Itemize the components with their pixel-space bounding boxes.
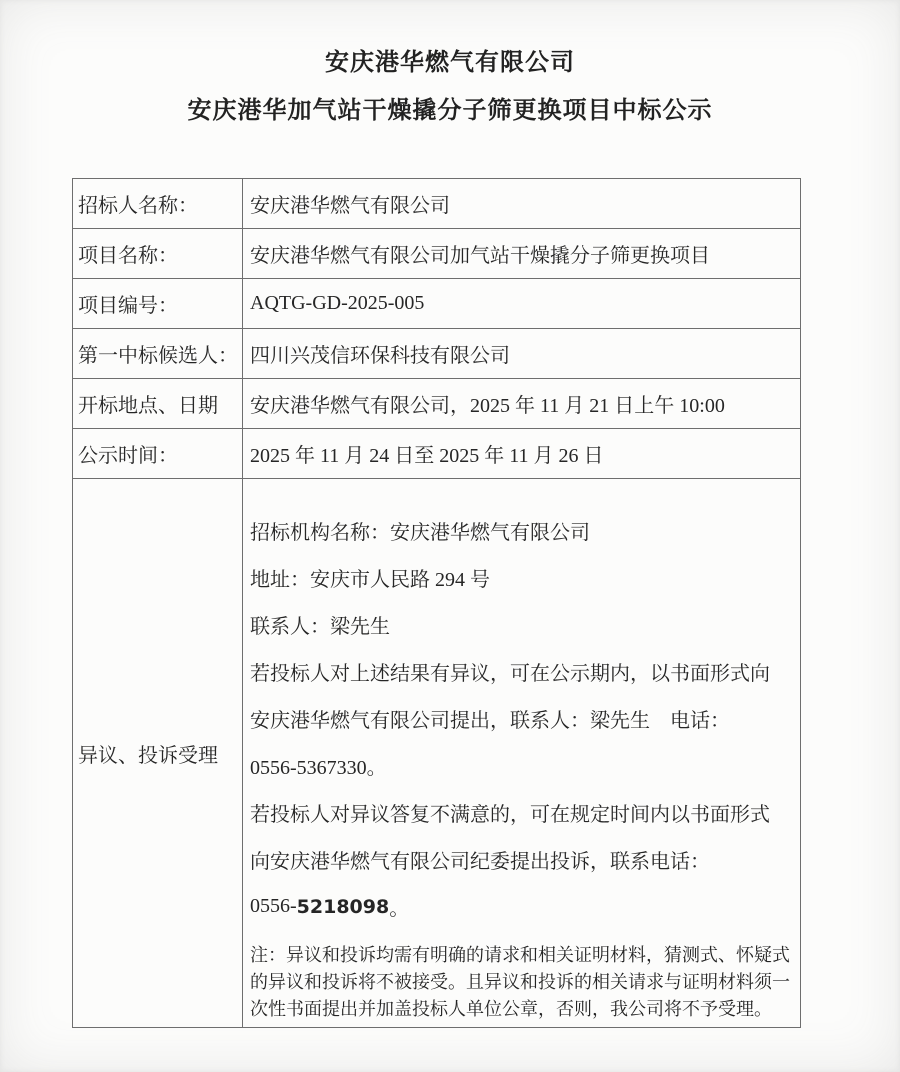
complaint-phone-line [250,883,790,930]
objection-phone-1: 0556-5367330。 [250,757,387,779]
first-candidate-label: 第一中标候选人： [73,329,243,379]
row-opening-location-date [73,379,801,429]
row-bidder-name [73,179,801,229]
complaint-text-line-1: 若投标人对异议答复不满意的，可在规定时间内以书面形式 [250,804,770,826]
complaint-phone-suffix: 。 [389,898,410,920]
opening-location-date-value: 安庆港华燃气有限公司，2025 年 11 月 21 日上午 10:00 [243,379,801,429]
bidder-name-label: 招标人名称： [73,179,243,229]
note-line-2: 的异议和投诉将不被接受。且异议和投诉的相关请求与证明材料须一 [250,972,790,992]
complaint-phone-number: 5218098 [296,895,390,918]
publicity-period-value: 2025 年 11 月 24 日至 2025 年 11 月 26 日 [243,429,801,479]
complaint-text-line-2: 向安庆港华燃气有限公司纪委提出投诉，联系电话： [250,851,710,873]
row-project-name [73,229,801,279]
agency-address-line: 地址：安庆市人民路 294 号 [250,569,490,591]
opening-location-date-label: 开标地点、日期 [73,379,243,429]
doc-title-company: 安庆港华燃气有限公司 [325,50,575,76]
bidder-name-value: 安庆港华燃气有限公司 [243,179,801,229]
first-candidate-value: 四川兴茂信环保科技有限公司 [243,329,801,379]
row-project-number [73,279,801,329]
note-line-1: 注：异议和投诉均需有明确的请求和相关证明材料，猜测式、怀疑式 [250,945,790,965]
project-name-value: 安庆港华燃气有限公司加气站干燥撬分子筛更换项目 [243,229,801,279]
project-number-label: 项目编号： [73,279,243,329]
objection-text-line-2: 安庆港华燃气有限公司提出，联系人：梁先生 电话： [250,710,730,732]
row-publicity-period [73,429,801,479]
project-name-label: 项目名称： [73,229,243,279]
objection-complaint-label: 异议、投诉受理 [73,479,243,1028]
project-number-value: AQTG-GD-2025-005 [243,279,801,329]
objection-text-line-1: 若投标人对上述结果有异议，可在公示期内，以书面形式向 [250,663,770,685]
note-block [250,942,790,1023]
row-objection-complaint [73,479,801,1028]
agency-name-line: 招标机构名称：安庆港华燃气有限公司 [250,522,590,544]
complaint-phone-prefix: 0556- [250,895,297,917]
objection-complaint-value [243,479,801,1028]
note-line-3: 次性书面提出并加盖投标人单位公章，否则，我公司将不予受理。 [250,999,772,1019]
bid-info-table [72,178,801,1028]
doc-title-announcement: 安庆港华加气站干燥撬分子筛更换项目中标公示 [187,98,713,124]
row-first-candidate [73,329,801,379]
publicity-period-label: 公示时间： [73,429,243,479]
contact-person-line: 联系人：梁先生 [250,616,390,638]
